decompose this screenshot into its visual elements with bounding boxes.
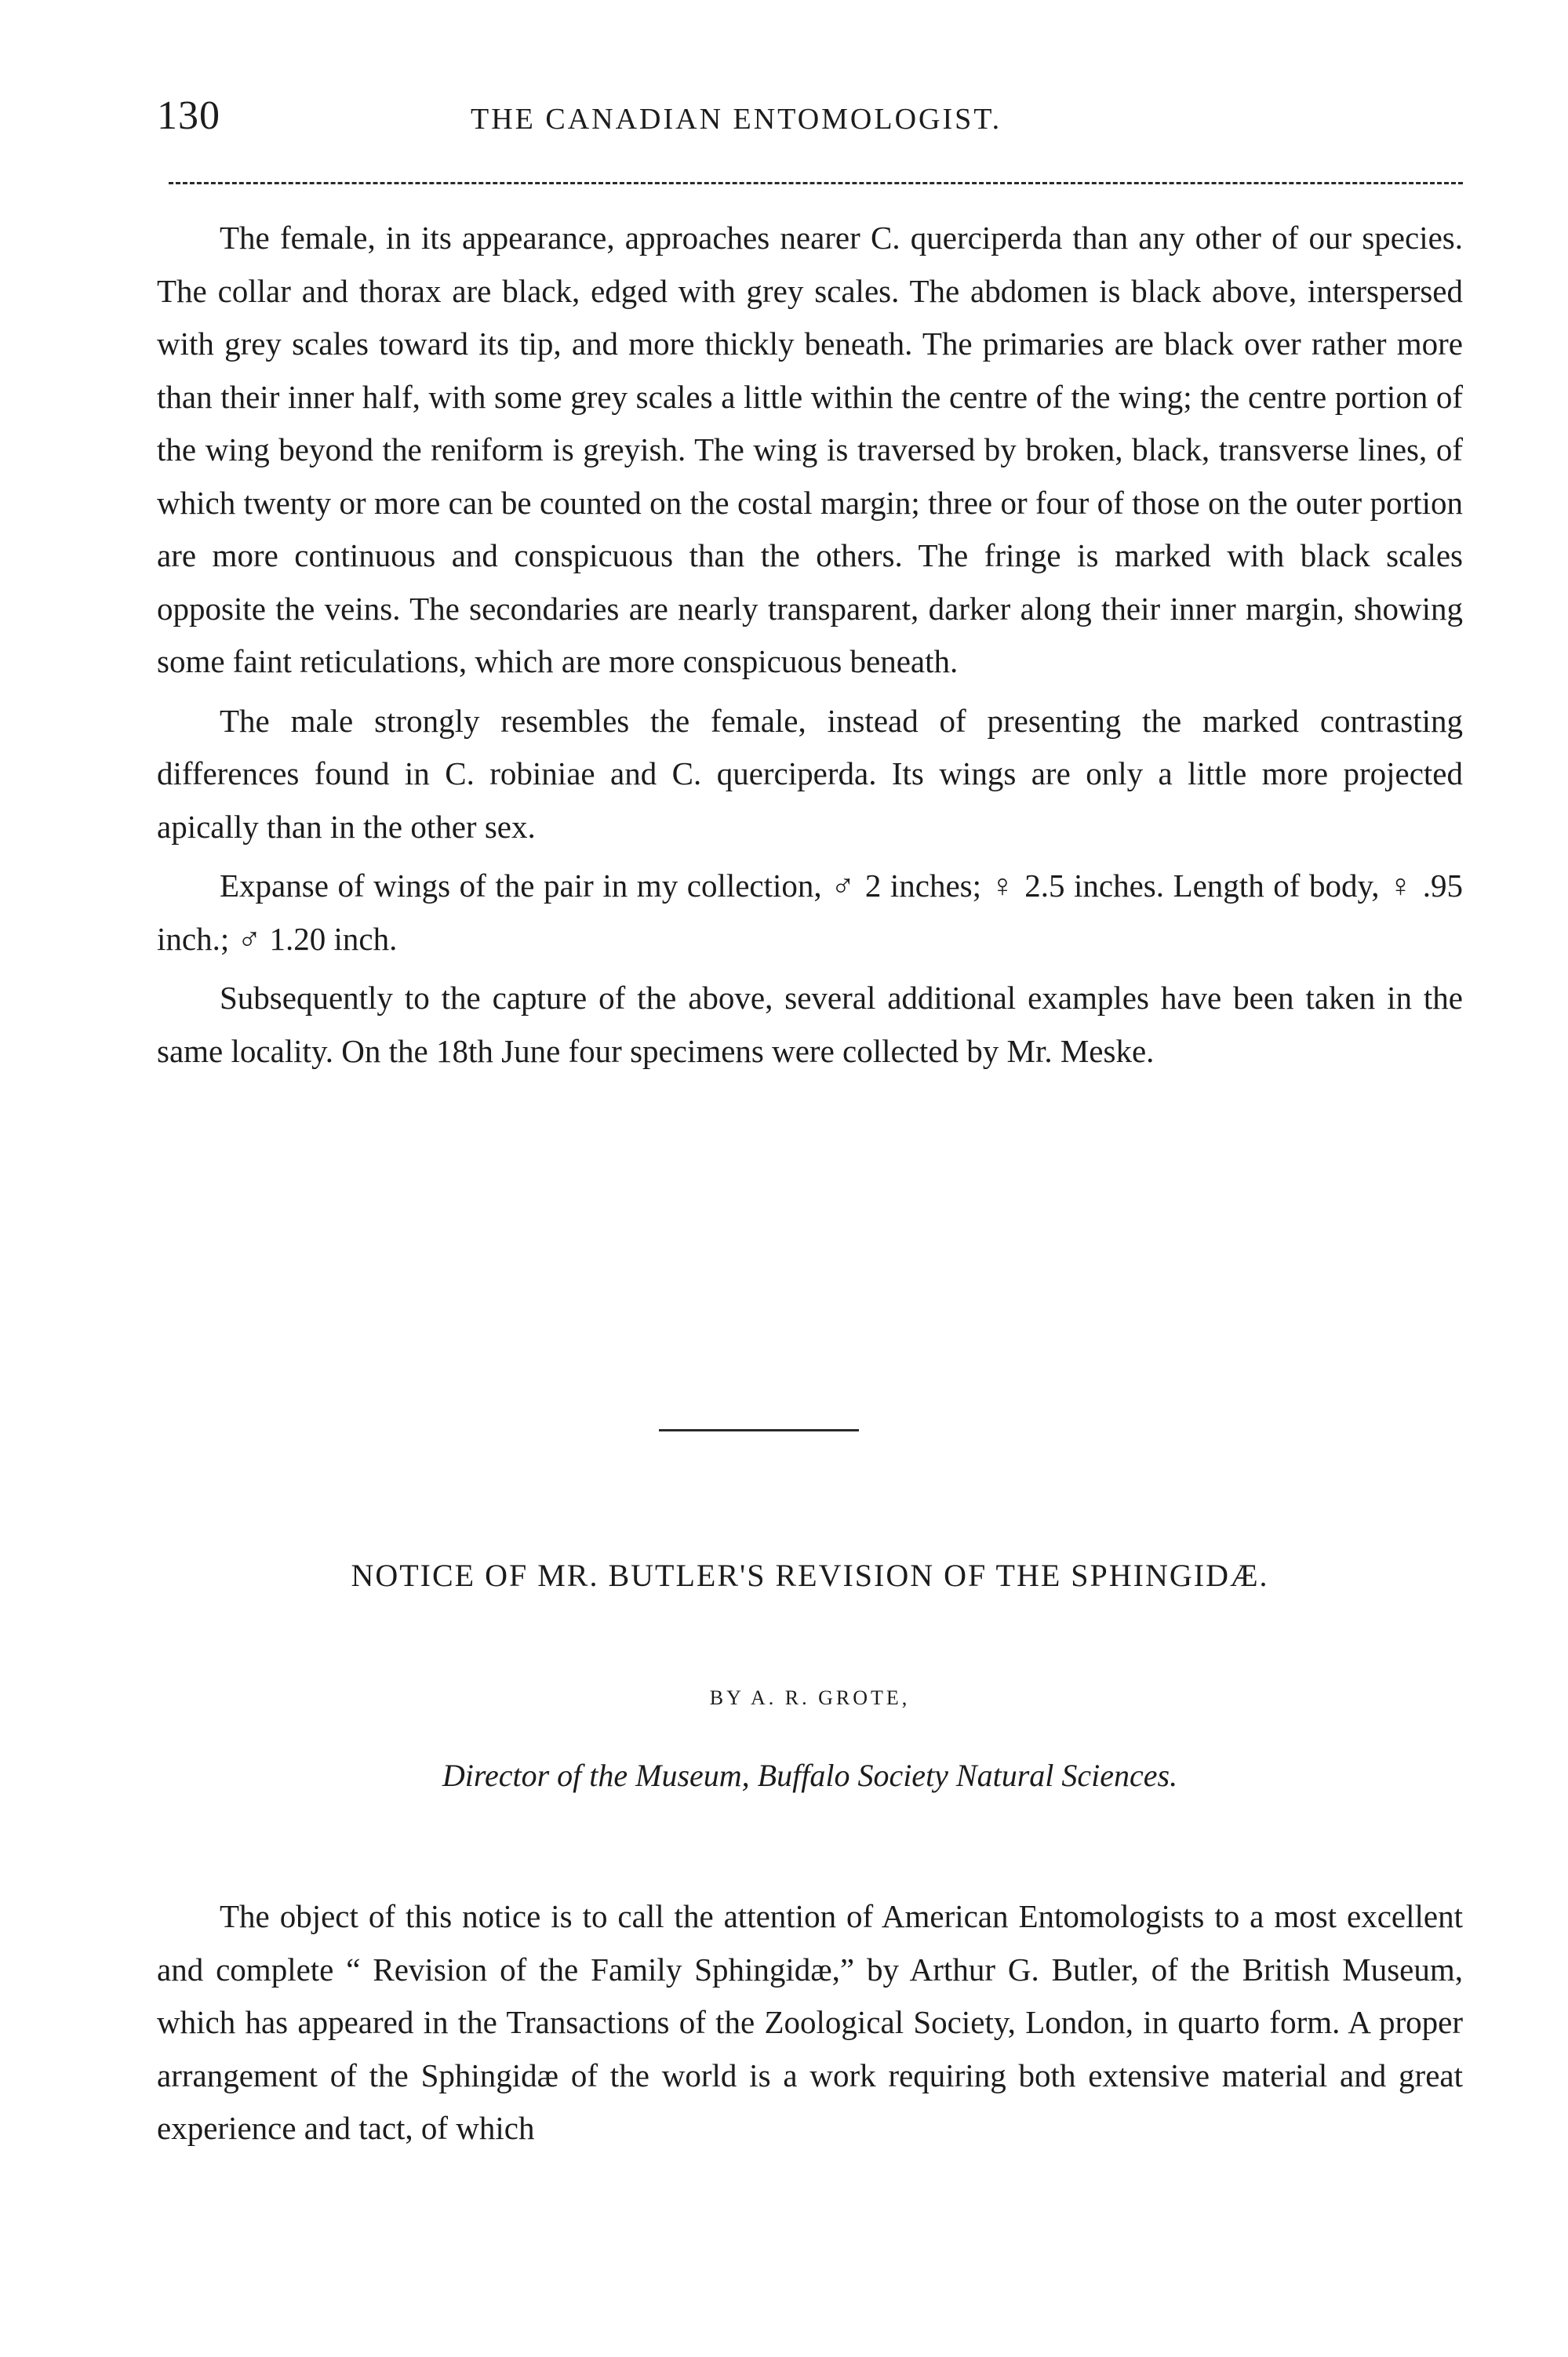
article-two-affiliation: Director of the Museum, Buffalo Society Natural Sciences. — [442, 1758, 1178, 1793]
article-one-paragraph: The male strongly resembles the female, instead of presenting the marked contrasting differences found in C. robiniae and C. querciperda. Its wings are only a little more projected apically than in the other sex. — [157, 702, 1463, 845]
section-divider — [659, 1429, 859, 1431]
page-number: 130 — [157, 93, 220, 138]
article-two-byline: BY A. R. GROTE, — [709, 1686, 911, 1709]
running-head — [157, 93, 1463, 147]
article-two-heading: NOTICE OF MR. BUTLER'S REVISION OF THE SPHINGIDÆ. — [351, 1558, 1269, 1593]
article-one-paragraph: Expanse of wings of the pair in my collection, ♂ 2 inches; ♀ 2.5 inches. Length of body, ♀ .95 inch.; ♂ 1.20 inch. — [157, 868, 1463, 957]
article-one-paragraph: The female, in its appearance, approaches nearer C. querciperda than any other of our species. The collar and thorax are black, edged with grey scales. The abdomen is black above, interspersed with grey scales toward its tip, and more thickly beneath. The primaries are black over rather more than their inner half, with some grey scales a little within the centre of the wing; the centre portion of the wing beyond the reniform is greyish. The wing is traversed by broken, black, transverse lines, of which twenty or more can be counted on the costal margin; three or four of those on the outer portion are more continuous and conspicuous than the others. The fringe is marked with black scales opposite the veins. The secondaries are nearly transparent, darker along their inner margin, showing some faint reticulations, which are more conspicuous beneath. — [157, 220, 1463, 679]
article-two-body — [157, 1890, 1463, 2155]
article-one-body — [157, 212, 1463, 1078]
article-one-paragraph: Subsequently to the capture of the above, several additional examples have been taken in the same locality. On the 18th June four specimens were collected by Mr. Meske. — [157, 980, 1463, 1069]
journal-title: THE CANADIAN ENTOMOLOGIST. — [471, 103, 1002, 136]
journal-page — [157, 0, 1463, 2357]
article-two-paragraph: The object of this notice is to call the attention of American Entomologists to a most excellent and complete “ Revision of the Family Sphingidæ,” by Arthur G. Butler, of the British Museum, which has appeared in the Transactions of the Zoological Society, London, in quarto form. A proper arrangement of the Sphingidæ of the world is a work requiring both extensive material and great experience and tact, of which — [157, 1898, 1463, 2146]
header-divider — [169, 182, 1463, 184]
